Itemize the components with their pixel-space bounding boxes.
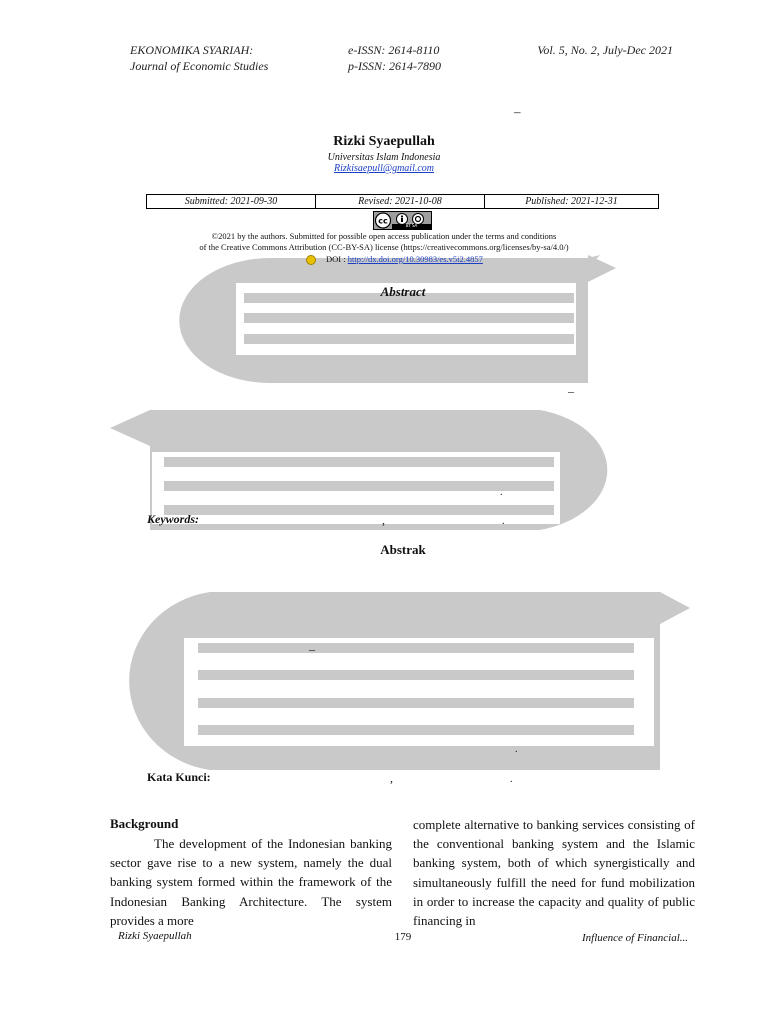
abstrak-heading: Abstrak: [380, 542, 426, 557]
dates-table: [146, 194, 659, 209]
revised-date: Revised: 2021-10-08: [315, 195, 484, 209]
footer-title: Influence of Financial...: [582, 932, 688, 944]
volume-info: Vol. 5, No. 2, July-Dec 2021: [537, 43, 673, 57]
journal-subtitle: Journal of Economic Studies: [130, 59, 269, 73]
kata-kunci-label: Kata Kunci:: [147, 770, 211, 784]
doi-link[interactable]: http://dx.doi.org/10.30983/es.v5i2.4857: [347, 254, 483, 264]
kata-kunci-separator: ,: [390, 771, 393, 785]
author-email-link[interactable]: Rizkisaepull@gmail.com: [333, 163, 435, 174]
published-date: Published: 2021-12-31: [484, 195, 658, 209]
license-text: [0, 231, 768, 253]
author-name: Rizki Syaepullah: [333, 134, 435, 149]
body-paragraph-1: The development of the Indonesian banking sector gave rise to a new system, namely the dual banking system formed within the framework of the Indonesian Banking Architecture. The system provides a more: [110, 836, 392, 928]
page-number: 179: [394, 931, 412, 943]
svg-text:cc: cc: [378, 216, 388, 226]
license-line-1: ©2021 by the authors. Submitted for possible open access publication under the terms and conditions: [211, 231, 557, 241]
footer-author: Rizki Syaepullah: [118, 930, 192, 942]
issn-block: [348, 42, 441, 74]
license-line-2: of the Creative Commons Attribution (CC-BY-SA) license (https://creativecommons.org/licenses/by-sa/4.0/): [199, 242, 569, 252]
keywords-separator: ,: [382, 513, 385, 527]
author-affiliation: Universitas Islam Indonesia: [327, 152, 441, 163]
submitted-date: Submitted: 2021-09-30: [147, 195, 316, 209]
body-column-1: [110, 834, 392, 930]
keywords-end: .: [502, 516, 505, 527]
doi-line: [306, 254, 483, 265]
badge-text: BY SA: [405, 223, 418, 228]
title-dash: –: [514, 104, 521, 119]
abstract-dot: .: [500, 487, 503, 498]
keywords-label: Keywords:: [147, 512, 199, 526]
doi-label: DOI :: [326, 254, 348, 264]
abstrak-dash: –: [309, 642, 315, 656]
journal-header: [130, 42, 268, 74]
abstract-dash: –: [568, 384, 574, 398]
body-column-2: [413, 815, 695, 930]
body-paragraph-2: complete alternative to banking services consisting of the conventional banking system and the Islamic banking system, both of which synergistically and simultaneously fulfill the need for fund mobilization in order to increase the capacity and quality of public financing in: [413, 817, 695, 929]
kata-kunci-end: .: [510, 774, 513, 785]
cc-by-sa-badge: [373, 211, 432, 230]
doi-icon: [306, 255, 316, 265]
section-heading: Background: [110, 816, 179, 831]
eissn: e-ISSN: 2614-8110: [348, 43, 440, 57]
journal-name: EKONOMIKA SYARIAH:: [130, 43, 254, 57]
abstrak-dot: .: [515, 744, 518, 755]
pissn: p-ISSN: 2614-7890: [348, 59, 441, 73]
abstract-heading: Abstract: [380, 284, 426, 299]
